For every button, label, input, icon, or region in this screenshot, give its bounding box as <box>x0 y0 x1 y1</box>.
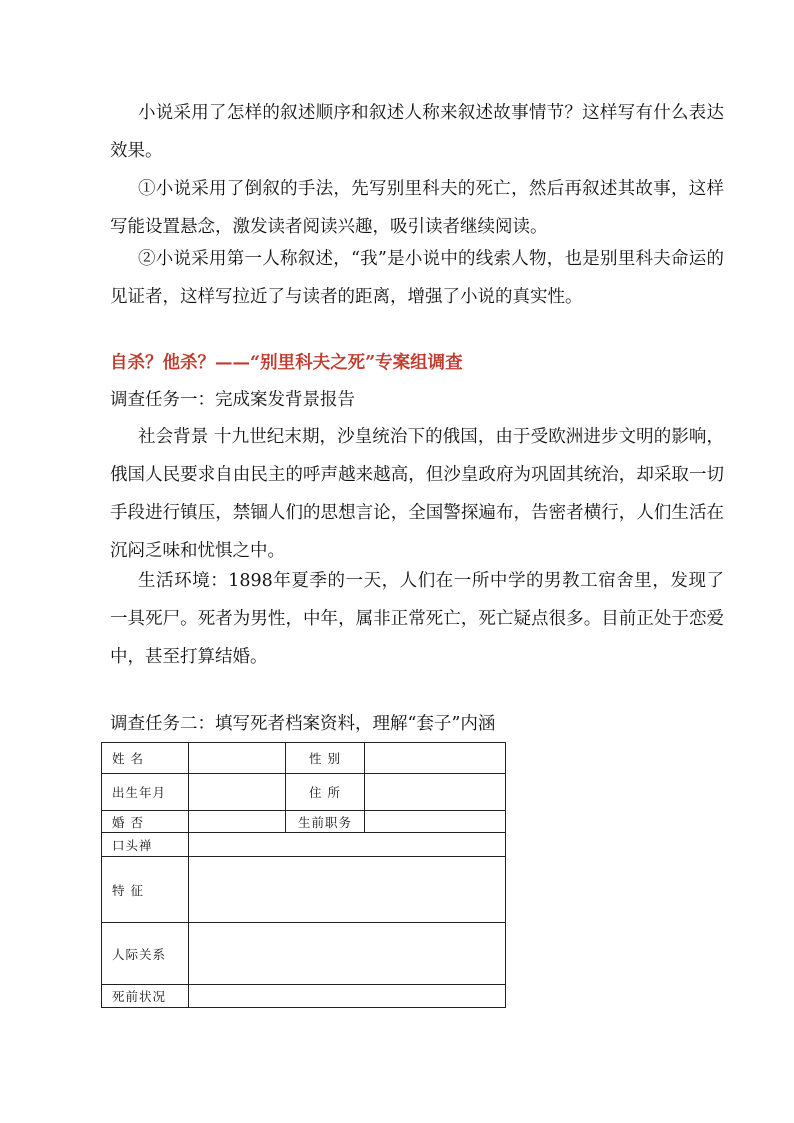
deceased-profile-table <box>101 742 506 1008</box>
cell-residence[interactable] <box>365 774 506 811</box>
label-catchphrase: 口头禅 <box>102 833 189 857</box>
label-before-death: 死前状况 <box>102 985 189 1008</box>
cell-birth[interactable] <box>189 774 286 811</box>
cell-before-death[interactable] <box>189 985 506 1008</box>
cell-catchphrase[interactable] <box>189 833 506 857</box>
cell-gender[interactable] <box>365 743 506 774</box>
label-relations: 人际关系 <box>102 923 189 985</box>
section-heading: 自杀？他杀？——“别里科夫之死”专案组调查 <box>110 353 463 373</box>
task-2-title: 调查任务二：填写死者档案资料，理解“套子”内涵 <box>110 714 496 734</box>
social-background: 社会背景 十九世纪末期，沙皇统治下的俄国，由于受欧洲进步文明的影响，俄国人民要求自由民主的呼声越来越高，但沙皇政府为巩固其统治，却采取一切手段进行镇压，禁锢人们的思想言论，全国警探遍布，告密者横行，人们生活在沉闷乏味和忧惧之中。 <box>110 427 724 561</box>
cell-name[interactable] <box>189 743 286 774</box>
cell-marital[interactable] <box>189 811 286 833</box>
task-1-title: 调查任务一：完成案发背景报告 <box>110 390 355 410</box>
label-birth: 出生年月 <box>102 774 189 811</box>
answer-2: ②小说采用第一人称叙述，“我”是小说中的线索人物，也是别里科夫命运的见证者，这样写拉近了与读者的距离，增强了小说的真实性。 <box>110 249 724 307</box>
label-residence: 住 所 <box>286 774 365 811</box>
cell-traits[interactable] <box>189 857 506 923</box>
question-text: 小说采用了怎样的叙述顺序和叙述人称来叙述故事情节？这样写有什么表达效果。 <box>110 103 724 161</box>
cell-relations[interactable] <box>189 923 506 985</box>
answer-1: ①小说采用了倒叙的手法，先写别里科夫的死亡，然后再叙述其故事，这样写能设置悬念，激发读者阅读兴趣，吸引读者继续阅读。 <box>110 179 724 237</box>
cell-job[interactable] <box>365 811 506 833</box>
label-traits: 特 征 <box>102 857 189 923</box>
label-job: 生前职务 <box>286 811 365 833</box>
label-marital: 婚 否 <box>102 811 189 833</box>
life-environment: 生活环境：1898年夏季的一天，人们在一所中学的男教工宿舍里，发现了一具死尸。死者为男性，中年，属非正常死亡，死亡疑点很多。目前正处于恋爱中，甚至打算结婚。 <box>110 571 724 667</box>
label-name: 姓 名 <box>102 743 189 774</box>
label-gender: 性 别 <box>286 743 365 774</box>
